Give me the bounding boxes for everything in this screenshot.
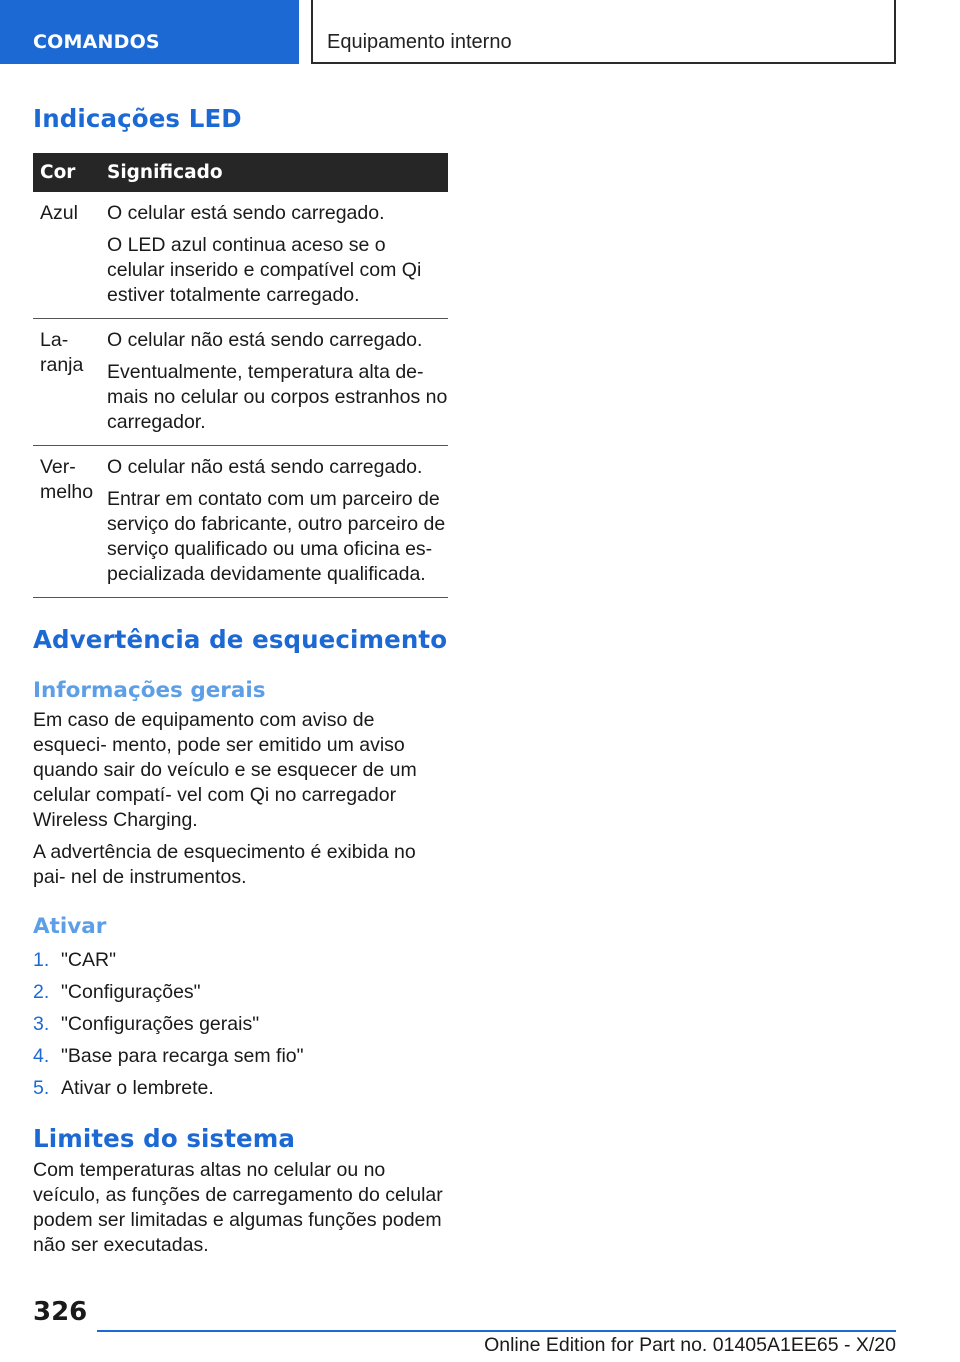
system-limits-paragraph: Com temperaturas altas no celular ou no veículo, as funções de carregamento do celular podem ser limitadas e algumas funções podem não ser executadas. <box>33 1159 443 1256</box>
led-meaning-text: O celular não está sendo carregado. <box>107 329 423 351</box>
step-number: 1. <box>33 949 50 971</box>
step-text: "Configurações gerais" <box>61 1013 260 1035</box>
led-meaning-text: Entrar em contato com um parceiro de serviço do fabricante, outro parceiro de serviço qualificado ou uma oficina es‐ pecializada devidamente qualificada. <box>107 488 446 585</box>
general-info-paragraph: Em caso de equipamento com aviso de esqueci‐ mento, pode ser emitido um aviso quando sair do veículo e se esquecer de um celular compatí‐ vel com Qi no carregador Wireless Charging. <box>33 709 417 831</box>
step-number: 3. <box>33 1013 50 1035</box>
led-meaning-text: Eventualmente, temperatura alta de‐ mais no celular ou corpos estranhos no carregador. <box>107 361 448 433</box>
led-meaning-cell <box>107 319 448 446</box>
led-meaning-cell <box>107 192 448 319</box>
system-limits-heading: Limites do sistema <box>33 1124 296 1153</box>
led-meaning-text: O LED azul continua aceso se o celular inserido e compatível com Qi estiver totalmente carregado. <box>107 234 422 306</box>
list-item <box>33 944 448 976</box>
table-row <box>33 192 448 319</box>
list-item <box>33 1072 448 1104</box>
step-text: "CAR" <box>61 949 117 971</box>
led-color-label: Azul <box>40 202 78 224</box>
step-text: "Configurações" <box>61 981 201 1003</box>
footer-divider <box>97 1330 896 1332</box>
table-row <box>33 319 448 446</box>
step-text: "Base para recarga sem fio" <box>61 1045 304 1067</box>
led-heading: Indicações LED <box>33 104 242 133</box>
step-number: 5. <box>33 1077 50 1099</box>
step-number: 2. <box>33 981 50 1003</box>
activate-heading: Ativar <box>33 914 107 939</box>
general-info-paragraph: A advertência de esquecimento é exibida no pai‐ nel de instrumentos. <box>33 841 416 888</box>
led-color-label: melho <box>40 481 94 503</box>
chapter-title: Equipamento interno <box>311 0 896 64</box>
led-color-label: ranja <box>40 354 84 376</box>
led-meaning-text: O celular não está sendo carregado. <box>107 456 423 478</box>
col-header-color: Cor <box>33 153 107 192</box>
list-item <box>33 1008 448 1040</box>
led-color-label: Ver‐ <box>40 456 76 478</box>
led-meaning-cell <box>107 446 448 598</box>
step-text: Ativar o lembrete. <box>61 1077 214 1099</box>
led-color-label: La‐ <box>40 329 69 351</box>
table-header-row <box>33 153 448 192</box>
list-item <box>33 1040 448 1072</box>
edition-footer: Online Edition for Part no. 01405A1EE65 - X/20 <box>484 1334 896 1356</box>
section-tab: COMANDOS <box>0 0 299 64</box>
led-color-cell <box>33 446 107 598</box>
led-table <box>33 153 448 598</box>
page-content <box>33 100 448 1258</box>
step-number: 4. <box>33 1045 50 1067</box>
led-color-cell <box>33 319 107 446</box>
table-row <box>33 446 448 598</box>
forget-warning-heading: Advertência de esquecimento <box>33 625 448 654</box>
list-item <box>33 976 448 1008</box>
page-number: 326 <box>33 1297 88 1327</box>
col-header-meaning: Significado <box>107 153 448 192</box>
led-meaning-text: O celular está sendo carregado. <box>107 202 385 224</box>
led-color-cell <box>33 192 107 319</box>
general-info-heading: Informações gerais <box>33 678 266 703</box>
activate-steps-list <box>33 944 448 1104</box>
